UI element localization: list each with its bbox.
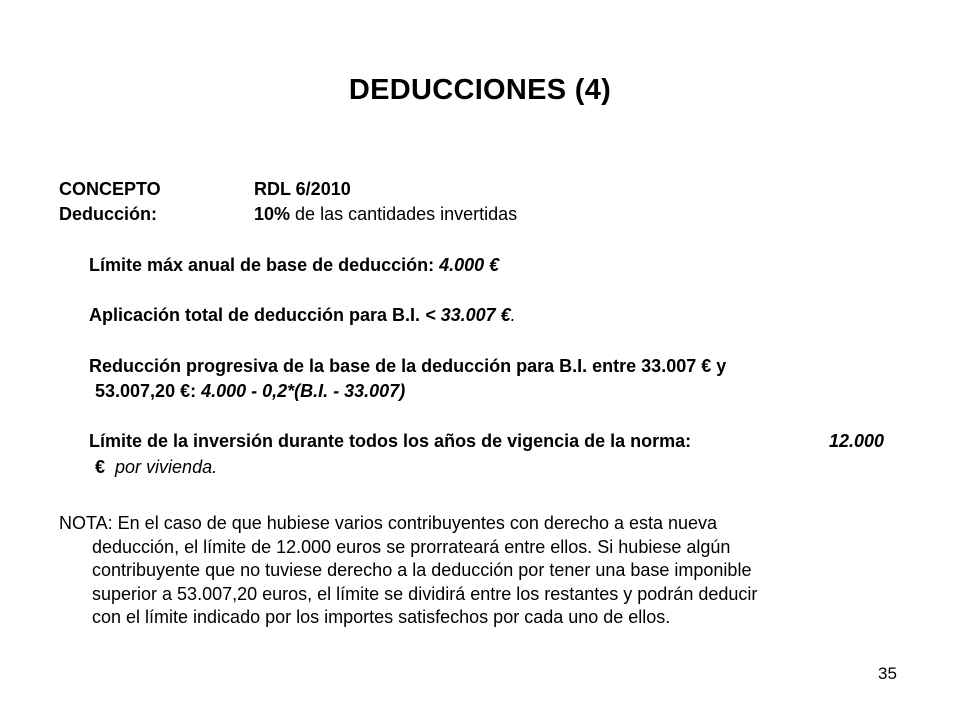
limite-anual-line xyxy=(89,254,499,276)
limite-inversion-text: por vivienda. xyxy=(115,457,218,477)
limite-inversion-label: Límite de la inversión durante todos los años de vigencia de la norma: xyxy=(89,431,692,451)
deduccion-text: de las cantidades invertidas xyxy=(295,204,518,224)
concepto-label: CONCEPTO xyxy=(59,179,161,199)
reduccion-line-1: Reducción progresiva de la base de la deducción para B.I. entre 33.007 € y xyxy=(89,356,727,376)
reduccion-formula: 4.000 - 0,2*(B.I. - 33.007) xyxy=(201,381,406,401)
nota-line: NOTA: En el caso de que hubiese varios contribuyentes con derecho a esta nueva xyxy=(59,513,718,533)
aplicacion-total-label: Aplicación total de deducción para B.I. xyxy=(89,305,426,325)
nota-line: deducción, el límite de 12.000 euros se prorrateará entre ellos. Si hubiese algún xyxy=(92,536,731,557)
nota-line: superior a 53.007,20 euros, el límite se dividirá entre los restantes y podrán deducir xyxy=(92,583,758,604)
limite-inversion-line-1 xyxy=(89,430,885,452)
aplicacion-total-line xyxy=(89,304,516,326)
nota-line: con el límite indicado por los importes satisfechos por cada uno de ellos. xyxy=(92,607,671,627)
limite-inversion-value: 12.000 xyxy=(829,431,885,451)
concepto-value: RDL 6/2010 xyxy=(254,179,351,199)
deduccion-value xyxy=(254,203,517,225)
limite-anual-value: 4.000 € xyxy=(439,255,500,275)
aplicacion-total-value: < 33.007 € xyxy=(425,305,511,325)
reduccion-line-2 xyxy=(95,380,405,402)
limite-inversion-currency: € xyxy=(95,457,106,477)
deduccion-label: Deducción: xyxy=(59,204,158,224)
concepto-row xyxy=(59,178,351,200)
page-title: DEDUCCIONES (4) xyxy=(348,74,612,106)
limite-anual-label: Límite máx anual de base de deducción: xyxy=(89,255,440,275)
nota-line: contribuyente que no tuviese derecho a la deducción por tener una base imponible xyxy=(92,560,752,580)
nota-paragraph xyxy=(59,512,919,630)
deduccion-percent: 10% xyxy=(254,204,291,224)
aplicacion-total-suffix: . xyxy=(510,305,516,325)
deduccion-row xyxy=(59,203,518,225)
reduccion-range-end: 53.007,20 €: xyxy=(95,381,202,401)
limite-inversion-line-2 xyxy=(95,456,217,478)
page-number: 35 xyxy=(878,664,897,683)
